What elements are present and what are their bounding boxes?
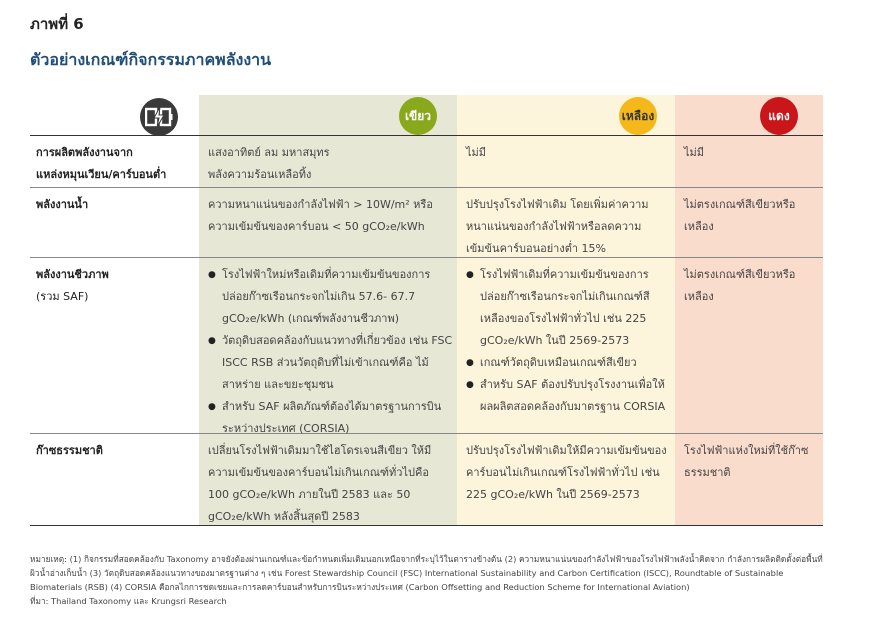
energy-criteria-table xyxy=(30,95,823,526)
green-criteria: เปลี่ยนโรงไฟฟ้าเดิมมาใช้ไฮโดรเจนสีเขียว ให้มี ความเข้มข้นของคาร์บอนไม่เกินเกณฑ์ทั่วไปคือ 100 gCO₂e/kWh ภายในปี 2583 และ 50 gCO₂e/kWh หลังสิ้นสุดปี 2583 xyxy=(208,444,432,523)
yellow-criteria: ปรับปรุงโรงไฟฟ้าเดิม โดยเพิ่มค่าความ หนาแน่นของกำลังไฟฟ้าหรือลดความ เข้มข้นคาร์บอนอย่างต่ำ 15% xyxy=(466,198,649,255)
row-category: พลังงานชีวภาพ (รวม SAF) xyxy=(36,268,109,303)
figure-title: ตัวอย่างเกณฑ์กิจกรรมภาคพลังงาน xyxy=(30,50,272,69)
table-row xyxy=(30,188,823,258)
list-item: ● โรงไฟฟ้าใหม่หรือเดิมที่ความเข้มข้นของการปล่อยก๊าซเรือนกระจกไม่เกิน 57.6- 67.7 gCO₂e/kWh (เกณฑ์พลังงานชีวภาพ) xyxy=(208,264,453,330)
green-header-badge: เขียว xyxy=(399,97,437,135)
row-category: การผลิตพลังงานจาก แหล่งหมุนเวียน/คาร์บอนต่ำ xyxy=(36,146,167,181)
yellow-criteria: ปรับปรุงโรงไฟฟ้าเดิมให้มีความเข้มข้นของ คาร์บอนไม่เกินเกณฑ์โรงไฟฟ้าทั่วไป เช่น 225 gCO₂e/kWh ในปี 2569-2573 xyxy=(466,444,667,501)
red-criteria: ไม่มี xyxy=(684,146,705,159)
table-row xyxy=(30,136,823,188)
footnote xyxy=(30,552,830,608)
footnote-text: หมายเหตุ: (1) กิจกรรมที่สอดคล้องกับ Taxonomy อาจยังต้องผ่านเกณฑ์และข้อกำหนดเพิ่มเติมนอกเหนือจากที่ระบุไว้ในตารางข้างต้น (2) ความหนาแน่นของกำลังไฟฟ้าของโรงไฟฟ้าพลังน้ำคิดจาก กำลังการผลิตติดตั้งต่อพื้นที่ผิวน้ำอ่างเก็บน้ำ (3) วัตถุดิบสอดคล้องแนวทางของมาตรฐานต่าง ๆ เช่น Forest Stewardship Council (FSC) International Sustainability and Carbon Certification (ISCC), Roundtable of Sustainable Biomaterials (RSB) (4) CORSIA คือกลไกการชดเชยและการลดคาร์บอนสำหรับการบินระหว่างประเทศ (Carbon Offsetting and Reduction Scheme for International Aviation) xyxy=(30,554,823,592)
green-criteria: แสงอาทิตย์ ลม มหาสมุทร พลังความร้อนเหลือทิ้ง xyxy=(208,146,330,181)
figure-label: ภาพที่ 6 xyxy=(30,15,84,33)
list-item: ● เกณฑ์วัตถุดิบเหมือนเกณฑ์สีเขียว xyxy=(466,352,671,374)
green-criteria: ความหนาแน่นของกำลังไฟฟ้า > 10W/m² หรือ ความเข้มข้นของคาร์บอน < 50 gCO₂e/kWh xyxy=(208,198,433,233)
list-item: ● สำหรับ SAF ผลิตภัณฑ์ต้องได้มาตรฐานการบินระหว่างประเทศ (CORSIA) xyxy=(208,396,453,440)
table-row xyxy=(30,258,823,434)
row-category: พลังงานน้ำ xyxy=(36,198,89,211)
green-criteria xyxy=(208,264,453,440)
yellow-criteria xyxy=(466,264,671,418)
list-item: ● สำหรับ SAF ต้องปรับปรุงโรงงานเพื่อให้ผลผลิตสอดคล้องกับมาตรฐาน CORSIA xyxy=(466,374,671,418)
red-header-badge: แดง xyxy=(760,97,798,135)
source-text: ที่มา: Thailand Taxonomy และ Krungsri Research xyxy=(30,596,227,606)
table-row xyxy=(30,434,823,526)
list-item: ● โรงไฟฟ้าเดิมที่ความเข้มข้นของการปล่อยก๊าซเรือนกระจกไม่เกินเกณฑ์สีเหลืองของโรงไฟฟ้าทั่วไป เช่น 225 gCO₂e/kWh ในปี 2569-2573 xyxy=(466,264,671,352)
list-item: ● วัตถุดิบสอดคล้องกับแนวทางที่เกี่ยวข้อง เช่น FSC ISCC RSB ส่วนวัตถุดิบที่ไม่เข้าเกณฑ์คือ ไม้ สาหร่าย และขยะชุมชน xyxy=(208,330,453,396)
row-category: ก๊าซธรรมชาติ xyxy=(36,444,103,457)
battery-charging-icon xyxy=(140,98,178,136)
red-criteria: โรงไฟฟ้าแห่งใหม่ที่ใช้ก๊าซ ธรรมชาติ xyxy=(684,444,809,479)
yellow-criteria: ไม่มี xyxy=(466,146,487,159)
red-criteria: ไม่ตรงเกณฑ์สีเขียวหรือ เหลือง xyxy=(684,268,796,303)
red-criteria: ไม่ตรงเกณฑ์สีเขียวหรือ เหลือง xyxy=(684,198,796,233)
table-header xyxy=(30,95,823,136)
yellow-header-badge: เหลือง xyxy=(619,97,657,135)
